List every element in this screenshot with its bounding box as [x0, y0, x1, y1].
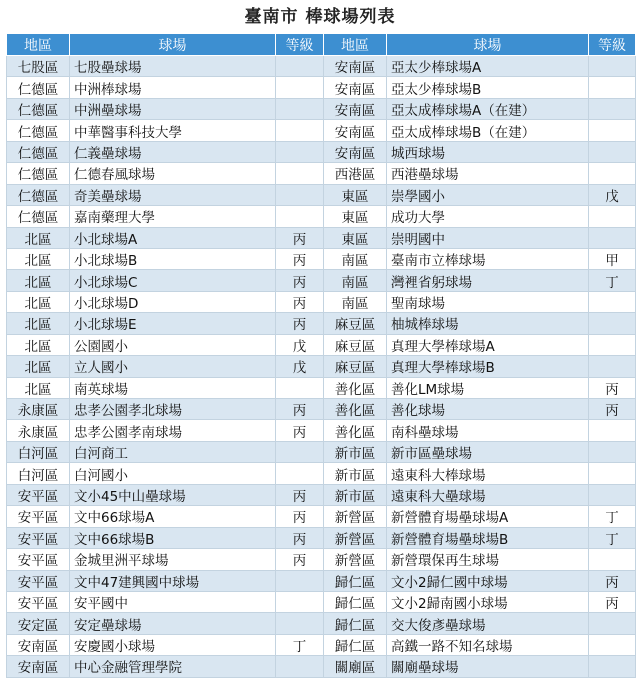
table-row: [7, 141, 636, 162]
field-name-cell-right: 新營環保再生球場: [387, 549, 589, 570]
table-row: [7, 549, 636, 570]
district-cell-right: 麻豆區: [324, 356, 387, 377]
grade-cell-right: [589, 484, 636, 505]
table-row: [7, 506, 636, 527]
district-cell-left: 安平區: [7, 506, 70, 527]
district-cell-right: 新市區: [324, 463, 387, 484]
field-name-cell-left: 安慶國小球場: [70, 634, 276, 655]
district-cell-left: 安平區: [7, 570, 70, 591]
table-row: [7, 163, 636, 184]
field-name-cell-left: 忠孝公園孝南球場: [70, 420, 276, 441]
table-header-row: [7, 34, 636, 56]
district-cell-left: 安定區: [7, 613, 70, 634]
field-name-cell-left: 中華醫事科技大學: [70, 120, 276, 141]
field-name-cell-left: 七股壘球場: [70, 56, 276, 77]
field-name-cell-right: 亞太少棒球場A: [387, 56, 589, 77]
field-name-cell-right: 真理大學棒球場A: [387, 334, 589, 355]
grade-cell-left: [276, 141, 324, 162]
district-cell-left: 北區: [7, 377, 70, 398]
grade-cell-left: [276, 184, 324, 205]
table-row: [7, 656, 636, 677]
district-cell-right: 東區: [324, 206, 387, 227]
grade-cell-left: [276, 206, 324, 227]
grade-cell-right: [589, 613, 636, 634]
grade-cell-right: [589, 313, 636, 334]
district-cell-left: 永康區: [7, 420, 70, 441]
district-cell-right: 歸仁區: [324, 570, 387, 591]
field-name-cell-right: 崇學國小: [387, 184, 589, 205]
grade-cell-left: [276, 570, 324, 591]
district-cell-left: 安平區: [7, 549, 70, 570]
header-grade-right: 等級: [589, 34, 636, 56]
field-name-cell-left: 安平國中: [70, 591, 276, 612]
field-name-cell-right: 善化LM球場: [387, 377, 589, 398]
grade-cell-left: 丙: [276, 291, 324, 312]
district-cell-right: 新營區: [324, 506, 387, 527]
grade-cell-right: [589, 420, 636, 441]
table-row: [7, 399, 636, 420]
district-cell-left: 北區: [7, 227, 70, 248]
district-cell-left: 安南區: [7, 656, 70, 677]
grade-cell-left: [276, 656, 324, 677]
field-name-cell-left: 嘉南藥理大學: [70, 206, 276, 227]
table-row: [7, 527, 636, 548]
field-name-cell-right: 遠東科大壘球場: [387, 484, 589, 505]
grade-cell-right: 戊: [589, 184, 636, 205]
district-cell-right: 南區: [324, 270, 387, 291]
district-cell-right: 安南區: [324, 141, 387, 162]
table-row: [7, 420, 636, 441]
district-cell-left: 安平區: [7, 484, 70, 505]
grade-cell-right: [589, 56, 636, 77]
field-name-cell-right: 崇明國中: [387, 227, 589, 248]
field-name-cell-right: 新營體育場壘球場B: [387, 527, 589, 548]
grade-cell-left: 丙: [276, 227, 324, 248]
table-row: [7, 291, 636, 312]
district-cell-left: 仁德區: [7, 120, 70, 141]
grade-cell-right: [589, 163, 636, 184]
district-cell-right: 新營區: [324, 549, 387, 570]
grade-cell-left: [276, 77, 324, 98]
field-name-cell-left: 仁德春風球場: [70, 163, 276, 184]
field-name-cell-right: 交大俊彥壘球場: [387, 613, 589, 634]
field-name-cell-left: 安定壘球場: [70, 613, 276, 634]
field-name-cell-left: 仁義壘球場: [70, 141, 276, 162]
header-field-right: 球場: [387, 34, 589, 56]
grade-cell-right: [589, 334, 636, 355]
district-cell-right: 新營區: [324, 527, 387, 548]
field-name-cell-left: 小北球場B: [70, 248, 276, 269]
grade-cell-right: [589, 356, 636, 377]
grade-cell-right: [589, 77, 636, 98]
district-cell-right: 安南區: [324, 77, 387, 98]
grade-cell-left: 丙: [276, 313, 324, 334]
grade-cell-right: [589, 441, 636, 462]
page-title: 臺南市 棒球場列表: [244, 7, 396, 27]
header-grade-left: 等級: [276, 34, 324, 56]
field-name-cell-left: 文小45中山壘球場: [70, 484, 276, 505]
district-cell-left: 仁德區: [7, 184, 70, 205]
table-row: [7, 377, 636, 398]
grade-cell-right: [589, 120, 636, 141]
grade-cell-right: 甲: [589, 248, 636, 269]
field-name-cell-right: 臺南市立棒球場: [387, 248, 589, 269]
grade-cell-left: [276, 98, 324, 119]
grade-cell-right: 丙: [589, 399, 636, 420]
field-name-cell-left: 白河國小: [70, 463, 276, 484]
district-cell-right: 善化區: [324, 377, 387, 398]
grade-cell-right: 丁: [589, 270, 636, 291]
district-cell-left: 永康區: [7, 399, 70, 420]
field-name-cell-left: 立人國小: [70, 356, 276, 377]
district-cell-left: 北區: [7, 248, 70, 269]
grade-cell-right: 丁: [589, 527, 636, 548]
field-name-cell-left: 奇美壘球場: [70, 184, 276, 205]
grade-cell-right: 丁: [589, 506, 636, 527]
field-name-cell-left: 南英球場: [70, 377, 276, 398]
table-row: [7, 206, 636, 227]
district-cell-left: 仁德區: [7, 141, 70, 162]
grade-cell-left: [276, 120, 324, 141]
district-cell-right: 安南區: [324, 120, 387, 141]
district-cell-left: 安南區: [7, 634, 70, 655]
district-cell-right: 善化區: [324, 399, 387, 420]
district-cell-right: 麻豆區: [324, 334, 387, 355]
district-cell-right: 關廟區: [324, 656, 387, 677]
grade-cell-left: [276, 163, 324, 184]
district-cell-left: 仁德區: [7, 98, 70, 119]
field-name-cell-left: 小北球場C: [70, 270, 276, 291]
district-cell-right: 新市區: [324, 484, 387, 505]
table-row: [7, 484, 636, 505]
field-name-cell-right: 文小2歸仁國中球場: [387, 570, 589, 591]
field-name-cell-right: 真理大學棒球場B: [387, 356, 589, 377]
district-cell-left: 北區: [7, 270, 70, 291]
field-name-cell-left: 中心金融管理學院: [70, 656, 276, 677]
district-cell-right: 東區: [324, 184, 387, 205]
district-cell-right: 西港區: [324, 163, 387, 184]
district-cell-right: 南區: [324, 291, 387, 312]
grade-cell-left: [276, 377, 324, 398]
field-name-cell-right: 柚城棒球場: [387, 313, 589, 334]
field-name-cell-right: 南科壘球場: [387, 420, 589, 441]
field-name-cell-left: 中洲壘球場: [70, 98, 276, 119]
table-row: [7, 313, 636, 334]
field-name-cell-left: 小北球場A: [70, 227, 276, 248]
table-row: [7, 98, 636, 119]
field-name-cell-right: 善化球場: [387, 399, 589, 420]
grade-cell-right: [589, 141, 636, 162]
table-row: [7, 634, 636, 655]
field-name-cell-right: 成功大學: [387, 206, 589, 227]
field-name-cell-left: 文中66球場A: [70, 506, 276, 527]
district-cell-left: 安平區: [7, 591, 70, 612]
district-cell-right: 歸仁區: [324, 634, 387, 655]
field-name-cell-right: 新市區壘球場: [387, 441, 589, 462]
grade-cell-left: [276, 56, 324, 77]
district-cell-right: 善化區: [324, 420, 387, 441]
district-cell-left: 北區: [7, 313, 70, 334]
grade-cell-right: [589, 656, 636, 677]
district-cell-right: 歸仁區: [324, 613, 387, 634]
district-cell-right: 新市區: [324, 441, 387, 462]
field-name-cell-right: 高鐵一路不知名球場: [387, 634, 589, 655]
grade-cell-right: [589, 291, 636, 312]
table-row: [7, 77, 636, 98]
grade-cell-left: 丙: [276, 527, 324, 548]
table-body: [7, 56, 636, 678]
grade-cell-left: 丙: [276, 549, 324, 570]
district-cell-left: 七股區: [7, 56, 70, 77]
district-cell-right: 安南區: [324, 56, 387, 77]
field-name-cell-right: 聖南球場: [387, 291, 589, 312]
grade-cell-right: 丙: [589, 591, 636, 612]
field-name-cell-right: 關廟壘球場: [387, 656, 589, 677]
header-district-left: 地區: [7, 34, 70, 56]
field-name-cell-left: 金城里洲平球場: [70, 549, 276, 570]
grade-cell-right: 丙: [589, 570, 636, 591]
district-cell-left: 仁德區: [7, 163, 70, 184]
table-row: [7, 441, 636, 462]
district-cell-right: 東區: [324, 227, 387, 248]
table-row: [7, 356, 636, 377]
grade-cell-left: 戊: [276, 334, 324, 355]
grade-cell-left: 丙: [276, 270, 324, 291]
district-cell-left: 白河區: [7, 463, 70, 484]
field-name-cell-left: 忠孝公園孝北球場: [70, 399, 276, 420]
grade-cell-right: [589, 227, 636, 248]
table-row: [7, 120, 636, 141]
field-name-cell-left: 文中47建興國中球場: [70, 570, 276, 591]
field-name-cell-left: 文中66球場B: [70, 527, 276, 548]
field-name-cell-right: 城西球場: [387, 141, 589, 162]
district-cell-right: 歸仁區: [324, 591, 387, 612]
grade-cell-left: 丁: [276, 634, 324, 655]
table-row: [7, 56, 636, 77]
field-name-cell-left: 小北球場E: [70, 313, 276, 334]
grade-cell-right: [589, 634, 636, 655]
district-cell-left: 仁德區: [7, 77, 70, 98]
table-row: [7, 463, 636, 484]
field-name-cell-right: 新營體育場壘球場A: [387, 506, 589, 527]
grade-cell-left: [276, 591, 324, 612]
grade-cell-right: [589, 549, 636, 570]
district-cell-left: 北區: [7, 356, 70, 377]
field-name-cell-right: 灣裡省躬球場: [387, 270, 589, 291]
field-name-cell-right: 亞太少棒球場B: [387, 77, 589, 98]
field-name-cell-right: 亞太成棒球場B（在建）: [387, 120, 589, 141]
table-row: [7, 613, 636, 634]
grade-cell-left: 丙: [276, 248, 324, 269]
district-cell-right: 麻豆區: [324, 313, 387, 334]
table-row: [7, 270, 636, 291]
header-field-left: 球場: [70, 34, 276, 56]
grade-cell-left: [276, 441, 324, 462]
field-name-cell-right: 西港壘球場: [387, 163, 589, 184]
district-cell-left: 北區: [7, 334, 70, 355]
grade-cell-left: [276, 463, 324, 484]
district-cell-right: 安南區: [324, 98, 387, 119]
header-district-right: 地區: [324, 34, 387, 56]
table-row: [7, 334, 636, 355]
field-name-cell-right: 亞太成棒球場A（在建）: [387, 98, 589, 119]
field-name-cell-left: 小北球場D: [70, 291, 276, 312]
grade-cell-left: [276, 613, 324, 634]
grade-cell-right: 丙: [589, 377, 636, 398]
table-row: [7, 227, 636, 248]
district-cell-left: 安平區: [7, 527, 70, 548]
district-cell-left: 白河區: [7, 441, 70, 462]
district-cell-left: 仁德區: [7, 206, 70, 227]
ballpark-table: [6, 33, 636, 678]
table-row: [7, 570, 636, 591]
grade-cell-left: 丙: [276, 506, 324, 527]
field-name-cell-left: 公園國小: [70, 334, 276, 355]
district-cell-left: 北區: [7, 291, 70, 312]
district-cell-right: 南區: [324, 248, 387, 269]
grade-cell-right: [589, 98, 636, 119]
grade-cell-left: 丙: [276, 484, 324, 505]
grade-cell-right: [589, 463, 636, 484]
field-name-cell-left: 白河商工: [70, 441, 276, 462]
field-name-cell-left: 中洲棒球場: [70, 77, 276, 98]
field-name-cell-right: 文小2歸南國小球場: [387, 591, 589, 612]
field-name-cell-right: 遠東科大棒球場: [387, 463, 589, 484]
grade-cell-right: [589, 206, 636, 227]
grade-cell-left: 丙: [276, 420, 324, 441]
table-row: [7, 591, 636, 612]
table-row: [7, 184, 636, 205]
grade-cell-left: 戊: [276, 356, 324, 377]
grade-cell-left: 丙: [276, 399, 324, 420]
table-row: [7, 248, 636, 269]
